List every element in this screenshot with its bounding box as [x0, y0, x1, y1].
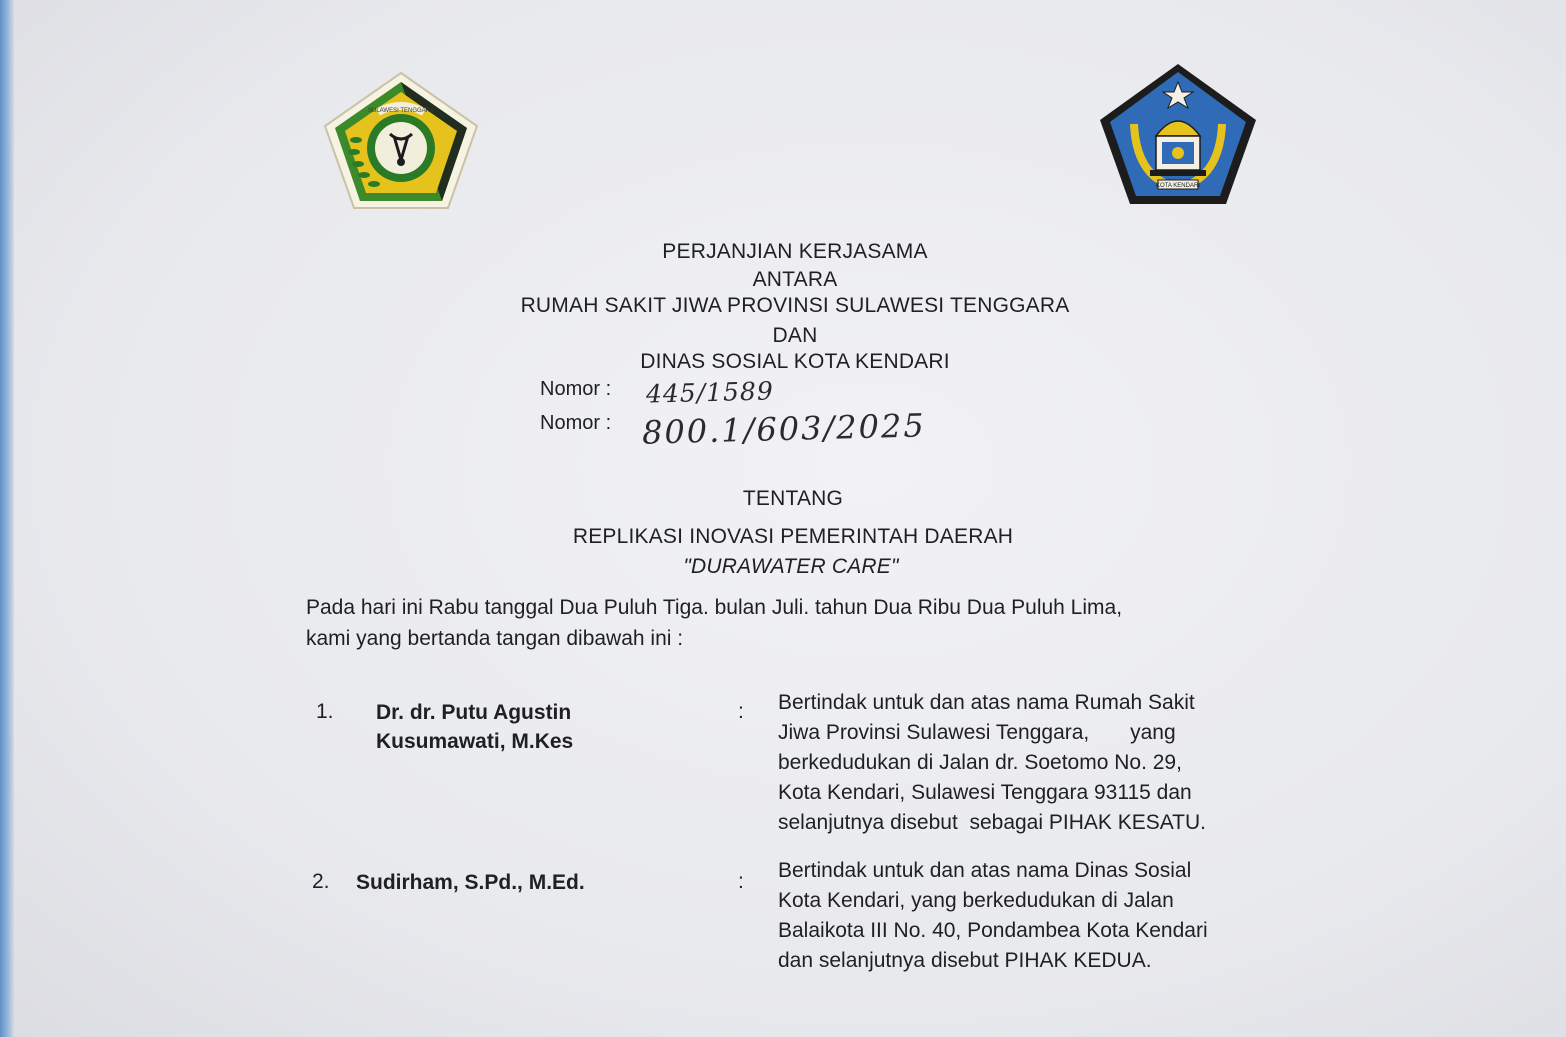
party-name-line: Sudirham, S.Pd., M.Ed.	[356, 871, 585, 894]
page-edge-background	[0, 0, 14, 1037]
document-title: PERJANJIAN KERJASAMA	[662, 240, 928, 263]
second-party-institution: DINAS SOSIAL KOTA KENDARI	[640, 350, 950, 373]
tentang-heading: TENTANG	[742, 487, 844, 510]
description-line: dan selanjutnya disebut PIHAK KEDUA.	[778, 949, 1152, 972]
innovation-name: "DURAWATER CARE"	[683, 555, 899, 578]
description-line: Jiwa Provinsi Sulawesi Tenggara, yang	[778, 721, 1176, 744]
provinsi-sulawesi-tenggara-emblem-icon	[320, 70, 482, 212]
nomor-value-handwritten: 445/1589	[645, 376, 775, 409]
description-line: Balaikota III No. 40, Pondambea Kota Kendari	[778, 919, 1208, 942]
description-line: Kota Kendari, yang berkedudukan di Jalan	[778, 889, 1174, 912]
nomor-value-handwritten: 800.1/603/2025	[641, 406, 927, 452]
description-line: Kota Kendari, Sulawesi Tenggara 93115 dan	[778, 781, 1192, 804]
party-number: 2.	[312, 870, 330, 893]
description-line: Bertindak untuk dan atas nama Rumah Sakit	[778, 691, 1195, 714]
description-line: berkedudukan di Jalan dr. Soetomo No. 29,	[778, 751, 1182, 774]
intro-line: kami yang bertanda tangan dibawah ini :	[306, 627, 684, 650]
first-party-institution: RUMAH SAKIT JIWA PROVINSI SULAWESI TENGGARA	[520, 294, 1070, 317]
title-connector-antara: ANTARA	[752, 268, 838, 291]
party-description	[778, 856, 1308, 976]
subject-title: REPLIKASI INOVASI PEMERINTAH DAERAH	[572, 525, 1014, 548]
party-name-line: Kusumawati, M.Kes	[376, 730, 574, 753]
party-colon: :	[738, 870, 744, 893]
description-line: selanjutnya disebut sebagai PIHAK KESATU.	[778, 811, 1207, 834]
party-colon: :	[738, 700, 744, 723]
party-name-line: Dr. dr. Putu Agustin	[376, 701, 572, 724]
party-number: 1.	[316, 700, 334, 723]
nomor-label: Nomor :	[540, 412, 612, 434]
party-description	[778, 688, 1308, 838]
svg-text:KOTA KENDARI: KOTA KENDARI	[1156, 183, 1200, 189]
svg-text:SULAWESI TENGGARA: SULAWESI TENGGARA	[367, 108, 435, 114]
intro-line: Pada hari ini Rabu tanggal Dua Puluh Tiga. bulan Juli. tahun Dua Ribu Dua Puluh Lima,	[306, 596, 1123, 619]
title-connector-dan: DAN	[772, 324, 818, 347]
kota-kendari-emblem-icon	[1096, 62, 1260, 206]
nomor-label: Nomor :	[540, 378, 612, 400]
description-line: Bertindak untuk dan atas nama Dinas Sosial	[778, 859, 1192, 882]
